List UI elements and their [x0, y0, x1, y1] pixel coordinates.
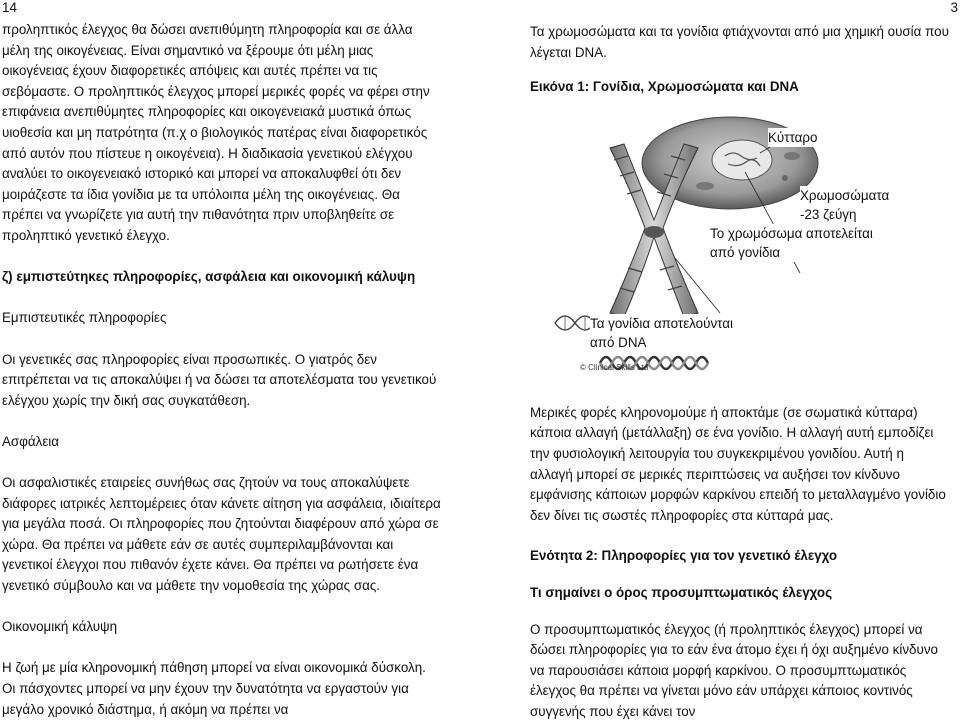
left-column [2, 20, 442, 720]
cell-label: Κύτταρο [768, 129, 818, 145]
genes-label: Το χρωμόσωμα αποτελείται από γονίδια [710, 225, 873, 260]
subheading-insurance: Ασφάλεια [2, 433, 60, 449]
paragraph: Οι ασφαλιστικές εταιρείες συνήθως σας ζητούν να τους αποκαλύψετε διάφορες ιατρικές λεπτομέρειες όταν κάνετε αίτηση για ασφάλεια, ιδιαίτερα για μεγάλα ποσά. Οι πληροφορίες που ζητούνται διαφέρουν από χώρα σε χώρα. Θα πρέπει να μάθετε εάν σε αυτές συμπεριλαμβάνονται και γενετικοί έλεγχοι που πιθανόν έχετε κάνει. Θα πρέπει να ρωτήσετε ένα γενετικό σύμβουλο και να μάθετε την νομοθεσία της χώρας σας. [2, 475, 441, 594]
page-number-right: 3 [950, 0, 958, 15]
right-column [530, 22, 950, 723]
paragraph: Η ζωή με μία κληρονομική πάθηση μπορεί να είναι οικονομικά δύσκολη. Οι πάσχοντες μπορεί να μην έχουν την δυνατότητα να εργαστούν για μεγάλο χρονικό διάστημα, ή ακόμη να πρέπει να [2, 660, 426, 717]
paragraph: Οι γενετικές σας πληροφορίες είναι προσωπικές. Ο γιατρός δεν επιτρέπεται να τις αποκαλύψει ή να δώσει τα αποτελέσματα του γενετικού ελέγχου χωρίς την δική σας συγκατάθεση. [2, 351, 437, 408]
paragraph: Μερικές φορές κληρονομούμε ή αποκτάμε (σε σωματικά κύτταρα) κάποια αλλαγή (μετάλλαξη) σε ένα γονίδιο. Η αλλαγή αυτή εμποδίζει την φυσιολογική λειτουργία του συγκεκριμένου γονιδίου. Αυτή η αλλαγή μπορεί σε μερικές περιπτώσεις να αυξήσει τον κίνδυνο εμφάνισης κάποιων μορφών καρκίνου επειδή το μεταλλαγμένο γονίδιο δεν δίνει τις σωστές πληροφορίες στα κύτταρά μας. [530, 404, 946, 523]
paragraph: προληπτικός έλεγχος θα δώσει ανεπιθύμητη πληροφορία και σε άλλα μέλη της οικογένειας. Είναι σημαντικό να ξέρουμε ότι μέλη μιας οικογένειας έχουν διαφορετικές απόψεις και αυτές πρέπει να τις σεβόμαστε. Ο προληπτικός έλεγχος μπορεί μερικές φορές να φέρει στην επιφάνεια ανεπιθύμητες πληροφορίες και οικογενειακά μυστικά όπως υιοθεσία και μη πατρότητα (π.χ ο βιολογικός πατέρας είναι διαφορετικός από αυτόν που πίστευε η οικογένεια). Η διαδικασία γενετικού ελέγχου αναλύει το οικογενειακό ιστορικό και μπορεί να αποκαλυφθεί ότι δεν μοιράζεστε τα ίδια γονίδια με τα υπόλοιπα μέλη της οικογένειας. Θα πρέπει να γνωρίζετε για αυτή την πιθανότητα πριν υποβληθείτε σε προληπτικό γενετικό έλεγχο. [2, 22, 430, 243]
genes-chromosomes-dna-figure [530, 108, 950, 393]
unit-heading: Ενότητα 2: Πληροφορίες για τον γενετικό έλεγχο [530, 548, 838, 564]
figure-title: Εικόνα 1: Γονίδια, Χρωμοσώματα και DNA [530, 79, 799, 95]
paragraph: Ο προσυμπτωματικός έλεγχος (ή προληπτικός έλεγχος) μπορεί να δώσει πληροφορίες για το εάν ένα άτομο έχει ή όχι αυξημένο κίνδυνο να παρουσιάσει κάποια μορφή καρκίνου. Ο προσυμπτωματικός έλεγχος θα πρέπει να γίνεται μόνο εάν υπάρχει κάποιος κοντινός συγγενής που έχει κάνει τον [530, 621, 938, 719]
chromosomes-label: Χρωμοσώματα -23 ζεύγη [800, 187, 890, 222]
dna-label: Τα γονίδια αποτελούνται από DNA [590, 315, 733, 350]
paragraph: Τα χρωμοσώματα και τα γονίδια φτιάχνονται από μια χημική ουσία που λέγεται DNA. [530, 24, 949, 60]
copyright-note: © Clinical Skills Ltd [580, 362, 649, 372]
subheading-financial: Οικονομική κάλυψη [2, 619, 118, 635]
question-heading: Τι σημαίνει ο όρος προσυμπτωματικός έλεγχος [530, 584, 833, 600]
subheading-confidential: Εμπιστευτικές πληροφορίες [2, 310, 167, 326]
page-number-left: 14 [2, 0, 18, 15]
section-heading: ζ) εμπιστεύτηκες πληροφορίες, ασφάλεια και οικονομική κάλυψη [2, 269, 416, 285]
